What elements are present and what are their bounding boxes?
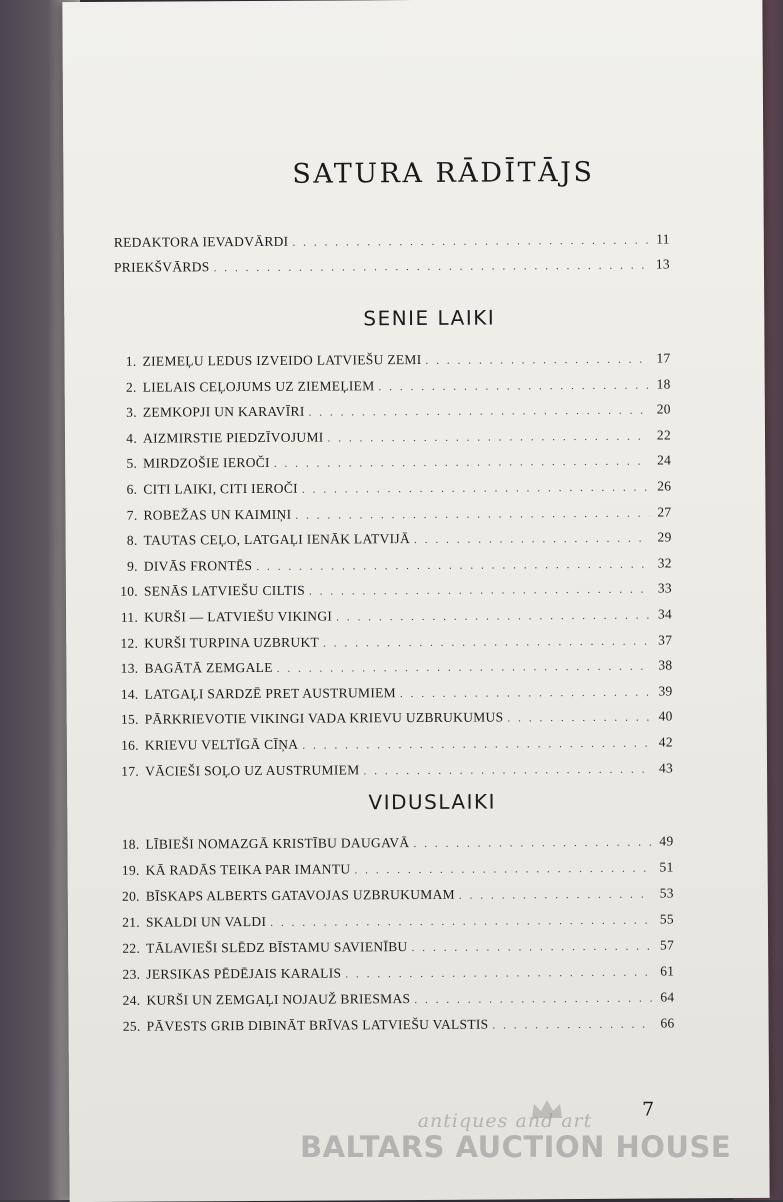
toc-entry — [106, 606, 672, 625]
toc-entry-number: 16. — [121, 737, 139, 753]
toc-leader-dots — [277, 661, 651, 675]
toc-entry — [105, 427, 671, 446]
toc-entry-number: 2. — [125, 379, 137, 395]
toc-entry-number: 17. — [121, 763, 140, 779]
toc-entry-label: PĀVESTS GRIB DIBINĀT BRĪVAS LATVIEŠU VALSTIS — [146, 1016, 489, 1034]
toc-entry-label: BAGĀTĀ ZEMGALE — [144, 660, 273, 676]
toc-entry-page: 55 — [659, 911, 674, 927]
toc-entry-page: 20 — [656, 401, 671, 417]
toc-entry-number: 6. — [126, 481, 138, 497]
toc-entry-number: 4. — [126, 430, 138, 446]
toc-entry — [105, 453, 671, 472]
toc-entry-label: JERSIKAS PĒDĒJAIS KARALIS — [146, 965, 342, 982]
toc-entry-page: 37 — [658, 632, 673, 648]
watermark-brand: BALTARS AUCTION HOUSE — [300, 1130, 732, 1164]
toc-entry-number: 21. — [122, 914, 141, 930]
section-title: VIDUSLAIKI — [368, 789, 497, 815]
toc-entry-page: 34 — [657, 606, 673, 622]
toc-entry-number: 23. — [122, 966, 141, 982]
toc-entry-label: ROBEŽAS UN KAIMIŅI — [143, 506, 292, 523]
toc-entry — [104, 350, 670, 369]
toc-entry-number: 7. — [126, 507, 138, 523]
toc-leader-dots — [309, 405, 649, 419]
toc-entry-page: 38 — [658, 657, 673, 673]
toc-leader-dots — [492, 1019, 652, 1032]
toc-entry-page: 51 — [659, 859, 674, 875]
toc-entry-label: LATGAĻI SARDZĒ PRET AUSTRUMIEM — [144, 684, 397, 702]
toc-entry-page: 66 — [660, 1015, 675, 1031]
toc-leader-dots — [336, 610, 650, 624]
toc-leader-dots — [309, 584, 650, 598]
toc-entry-page: 53 — [659, 885, 674, 901]
toc-leader-dots — [274, 456, 649, 470]
toc-entry — [109, 1015, 675, 1034]
toc-entry-label: BĪSKAPS ALBERTS GATAVOJAS UZBRUKUMAM — [145, 886, 455, 904]
toc-entry-label: KURŠI UN ZEMGAĻI NOJAUŽ BRIESMAS — [146, 991, 411, 1008]
toc-leader-dots — [412, 941, 653, 954]
toc-entry — [108, 859, 674, 878]
toc-entry-page: 61 — [660, 963, 675, 979]
page-content — [62, 0, 769, 1202]
toc-entry — [108, 885, 674, 904]
book-page — [62, 0, 769, 1202]
toc-entry — [108, 963, 674, 982]
page-title: SATURA RĀDĪTĀJS — [292, 156, 595, 190]
toc-entry-label: PĀRKRIEVOTIE VIKINGI VADA KRIEVU UZBRUKUMUS — [144, 709, 504, 728]
toc-leader-dots — [270, 915, 652, 929]
toc-entry-label: SENĀS LATVIEŠU CILTIS — [143, 583, 306, 600]
toc-leader-dots — [459, 889, 652, 902]
toc-entry-number: 11. — [120, 609, 139, 625]
toc-entry-number: 13. — [120, 660, 139, 676]
toc-entry — [105, 376, 671, 395]
toc-entry — [106, 581, 672, 600]
toc-entry — [106, 530, 672, 549]
toc-entry-number: 14. — [120, 686, 139, 702]
toc-entry-page: 64 — [660, 989, 675, 1005]
toc-entry — [106, 632, 672, 651]
toc-entry — [108, 937, 674, 956]
toc-entry-number: 12. — [120, 635, 139, 651]
toc-leader-dots — [345, 967, 652, 981]
toc-entry-number: 18. — [121, 836, 140, 852]
page-number: 7 — [642, 1098, 655, 1121]
toc-entry-number: 5. — [126, 456, 138, 472]
toc-entry — [106, 658, 672, 677]
toc-entry-page: 13 — [655, 256, 670, 272]
toc-entry-page: 49 — [659, 833, 674, 849]
toc-entry-page: 42 — [658, 734, 673, 750]
toc-entry-label: KĀ RADĀS TEIKA PAR IMANTU — [145, 861, 351, 878]
toc-entry-label: VĀCIEŠI SOĻO UZ AUSTRUMIEM — [144, 761, 360, 779]
toc-entry-number: 10. — [120, 584, 138, 600]
toc-leader-dots — [400, 686, 651, 700]
toc-entry-page: 33 — [657, 580, 672, 596]
toc-leader-dots — [327, 430, 649, 444]
toc-entry-page: 40 — [658, 708, 673, 724]
toc-entry-label: LĪBIEŠI NOMAZGĀ KRISTĪBU DAUGAVĀ — [145, 835, 410, 852]
toc-entry-page: 43 — [658, 760, 674, 776]
toc-entry-page: 57 — [659, 937, 675, 953]
toc-entry-page: 17 — [656, 350, 671, 366]
toc-entry-page: 32 — [657, 555, 672, 571]
toc-entry — [108, 911, 674, 930]
toc-leader-dots — [425, 354, 648, 367]
toc-leader-dots — [323, 635, 650, 649]
toc-leader-dots — [214, 260, 648, 275]
toc-entry-number: 3. — [126, 404, 137, 420]
toc-entry-number: 9. — [127, 558, 138, 574]
watermark-tagline: antiques and art — [417, 1110, 593, 1132]
toc-entry-page: 29 — [657, 529, 672, 545]
toc-entry-page: 39 — [658, 683, 673, 699]
toc-leader-dots — [414, 533, 650, 546]
toc-entry — [107, 734, 673, 753]
toc-entry-label: REDAKTORA IEVADVĀRDI — [113, 233, 289, 250]
toc-entry-label: KURŠI — LATVIEŠU VIKINGI — [144, 608, 333, 625]
toc-entry-label: ZIEMEĻU LEDUS IZVEIDO LATVIEŠU ZEMI — [142, 351, 422, 369]
toc-entry-label: TĀLAVIEŠI SLĒDZ BĪSTAMU SAVIENĪBU — [146, 939, 408, 956]
toc-entry — [105, 504, 671, 523]
toc-entry-number: 8. — [126, 532, 138, 548]
toc-leader-dots — [302, 738, 651, 752]
toc-entry-label: MIRDZOŠIE IEROČI — [143, 455, 270, 472]
toc-leader-dots — [413, 837, 651, 850]
toc-entry-label: LIELAIS CEĻOJUMS UZ ZIEMEĻIEM — [142, 377, 375, 395]
toc-leader-dots — [302, 482, 649, 496]
toc-leader-dots — [295, 507, 649, 521]
toc-entry-label: CITI LAIKI, CITI IEROČI — [143, 480, 298, 497]
toc-entry-label: DIVĀS FRONTĒS — [143, 557, 253, 574]
toc-entry — [108, 989, 674, 1008]
toc-entry-number: 15. — [120, 712, 139, 728]
toc-entry-number: 19. — [121, 862, 140, 878]
toc-entry-number: 25. — [122, 1018, 141, 1034]
watermark — [300, 1110, 732, 1164]
toc-entry-label: AIZMIRSTIE PIEDZĪVOJUMI — [142, 429, 324, 446]
toc-entry-page: 24 — [656, 452, 672, 468]
toc-entry — [114, 231, 670, 250]
toc-leader-dots — [507, 712, 650, 725]
toc-leader-dots — [378, 379, 648, 393]
toc-leader-dots — [256, 558, 650, 572]
toc-entry — [106, 555, 672, 574]
toc-leader-dots — [363, 763, 651, 777]
toc-entry-page: 11 — [656, 231, 670, 247]
toc-leader-dots — [354, 863, 651, 877]
toc-entry — [107, 683, 673, 702]
toc-leader-dots — [414, 993, 652, 1006]
toc-entry-number: 20. — [121, 888, 140, 904]
section-title: SENIE LAIKI — [363, 305, 496, 331]
toc-entry — [105, 478, 671, 497]
toc-entry-page: 18 — [656, 376, 671, 392]
toc-entry-number: 24. — [122, 992, 141, 1008]
toc-entry-page: 27 — [657, 504, 672, 520]
toc-entry-number: 22. — [122, 940, 141, 956]
toc-entry-label: TAUTAS CEĻO, LATGAĻI IENĀK LATVIJĀ — [143, 531, 411, 548]
toc-entry — [107, 833, 673, 852]
toc-entry-label: KRIEVU VELTĪGĀ CĪŅA — [144, 736, 299, 753]
toc-entry-label: SKALDI UN VALDI — [145, 913, 267, 930]
toc-entry — [105, 402, 671, 421]
toc-entry-page: 22 — [656, 427, 672, 443]
toc-entry-label: ZEMKOPJI UN KARAVĪRI — [142, 403, 305, 420]
toc-entry-page: 26 — [657, 478, 672, 494]
toc-entry — [107, 760, 673, 779]
toc-entry-number: 1. — [125, 353, 137, 369]
toc-entry-label: PRIEKŠVĀRDS — [113, 259, 210, 275]
toc-leader-dots — [292, 235, 647, 249]
toc-entry — [107, 709, 673, 728]
toc-entry-label: KURŠI TURPINA UZBRUKT — [144, 634, 320, 651]
toc-entry — [114, 256, 670, 275]
